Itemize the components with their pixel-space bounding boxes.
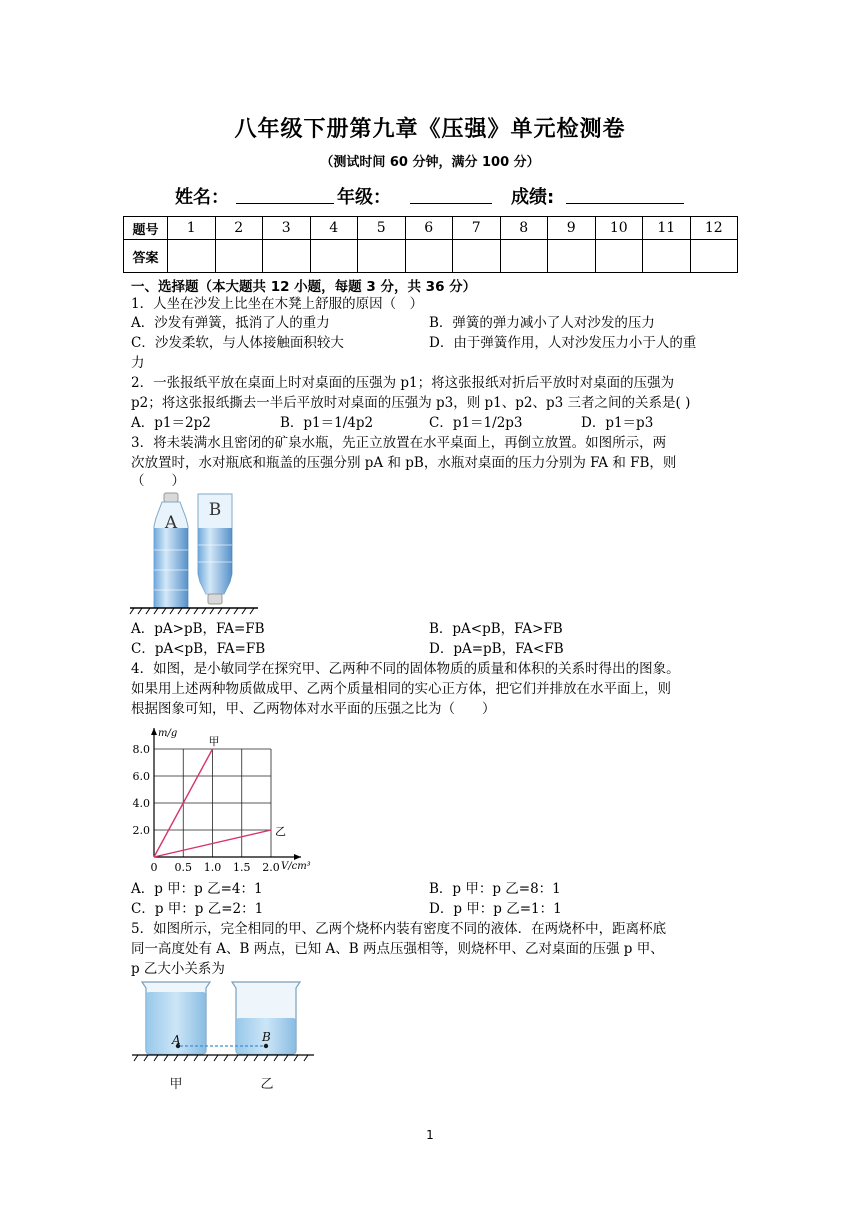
series-label: 甲	[208, 735, 220, 748]
question-number: 1	[168, 217, 216, 240]
y-axis-label: m/g	[158, 728, 178, 739]
q4-option-a: A．p 甲：p 乙=4：1	[131, 881, 263, 897]
y-tick-label: 8.0	[132, 743, 150, 756]
y-axis-arrow	[151, 728, 157, 735]
q2-option-c: C．p1＝1/2p3	[429, 415, 523, 431]
row-header-number: 题号	[124, 217, 168, 240]
question-number: 11	[643, 217, 691, 240]
point-a-label: A	[172, 1033, 181, 1047]
q1-option-d-cont: 力	[131, 355, 145, 371]
page-number: 1	[426, 1128, 434, 1142]
row-header-answer: 答案	[124, 240, 168, 273]
answer-cell[interactable]	[168, 240, 216, 273]
section-heading: 一、选择题（本大题共 12 小题，每题 3 分，共 36 分）	[131, 279, 477, 295]
page-title: 八年级下册第九章《压强》单元检测卷	[234, 117, 626, 142]
point-b-label: B	[262, 1030, 271, 1044]
q1-option-d: D．由于弹簧作用，人对沙发压力小于人的重	[429, 335, 697, 351]
q4-line3: 根据图象可知，甲、乙两物体对水平面的压强之比为（ ）	[131, 701, 496, 717]
q3-option-c: C．pA<pB，FA=FB	[131, 641, 266, 657]
answer-cell[interactable]	[643, 240, 691, 273]
answer-cell[interactable]	[215, 240, 263, 273]
answer-cell[interactable]	[310, 240, 358, 273]
q2-option-d: D．p1＝p3	[581, 415, 654, 431]
mass-volume-chart	[124, 724, 344, 876]
y-tick-label: 6.0	[132, 770, 150, 783]
x-tick-label: 0.5	[174, 861, 192, 874]
question-number: 7	[453, 217, 501, 240]
q4-option-c: C．p 甲：p 乙=2：1	[131, 901, 264, 917]
x-tick-label: 1.5	[233, 861, 251, 874]
question-number: 12	[690, 217, 738, 240]
q3-line1: 3．将未装满水且密闭的矿泉水瓶，先正立放置在水平桌面上，再倒立放置。如图所示，两	[131, 435, 667, 451]
question-number: 5	[358, 217, 406, 240]
x-axis-label: V/cm³	[281, 861, 311, 872]
beaker-right-label: 乙	[260, 1077, 274, 1092]
q1-option-b: B．弹簧的弹力减小了人对沙发的压力	[429, 315, 655, 331]
q5-line3: p 乙大小关系为	[131, 961, 225, 977]
answer-cell[interactable]	[358, 240, 406, 273]
q4-option-b: B．p 甲：p 乙=8：1	[429, 881, 561, 897]
answer-cell[interactable]	[595, 240, 643, 273]
q2-option-a: A．p1＝2p2	[131, 415, 211, 431]
x-tick-label: 0	[150, 861, 158, 874]
score-field-label: 成绩:	[511, 187, 555, 208]
q4-option-d: D．p 甲：p 乙=1：1	[429, 901, 562, 917]
series-label: 乙	[275, 825, 286, 838]
bottle-b-label: B	[208, 500, 222, 520]
answer-table-header-row	[124, 217, 738, 240]
bottle-b	[198, 494, 232, 604]
score-field[interactable]	[566, 185, 684, 204]
bottle-a-label: A	[164, 513, 178, 533]
question-number: 6	[405, 217, 453, 240]
x-tick-label: 2.0	[262, 861, 280, 874]
name-field[interactable]	[236, 185, 334, 204]
answer-cell[interactable]	[690, 240, 738, 273]
q3-line2: 次放置时，水对瓶底和瓶盖的压强分别 pA 和 pB，水瓶对桌面的压力分别为 FA 和 FB，则	[131, 455, 677, 471]
beaker-right	[232, 982, 300, 1054]
answer-cell[interactable]	[548, 240, 596, 273]
beaker-left-label: 甲	[169, 1077, 183, 1092]
page-subtitle: （测试时间 60 分钟，满分 100 分）	[320, 155, 540, 170]
answer-table	[123, 216, 738, 273]
beaker-left	[142, 982, 210, 1054]
x-axis-arrow	[294, 854, 301, 860]
question-number: 2	[215, 217, 263, 240]
q1-option-a: A．沙发有弹簧，抵消了人的重力	[131, 315, 330, 331]
q2-option-b: B．p1＝1/4p2	[280, 415, 374, 431]
question-number: 8	[500, 217, 548, 240]
bottle-a	[154, 493, 188, 608]
y-tick-label: 4.0	[132, 797, 150, 810]
q5-line1: 5．如图所示，完全相同的甲、乙两个烧杯内装有密度不同的液体．在两烧杯中，距离杯底	[131, 921, 667, 937]
grade-field-label: 年级：	[337, 187, 391, 208]
q5-line2: 同一高度处有 A、B 两点，已知 A、B 两点压强相等，则烧杯甲、乙对桌面的压强 p 甲、	[131, 941, 664, 957]
x-tick-label: 1.0	[203, 861, 222, 874]
q1-option-c: C．沙发柔软，与人体接触面积较大	[131, 335, 344, 351]
grade-field[interactable]	[410, 185, 492, 204]
y-tick-label: 2.0	[132, 824, 150, 837]
q3-option-a: A．pA>pB，FA=FB	[131, 621, 265, 637]
q4-line1: 4．如图，是小敏同学在探究甲、乙两种不同的固体物质的质量和体积的关系时得出的图象。	[131, 661, 680, 677]
q2-line1: 2．一张报纸平放在桌面上时对桌面的压强为 p1；将这张报纸对折后平放时对桌面的压强为	[131, 375, 675, 391]
q3-option-d: D．pA=pB，FA<FB	[429, 641, 564, 657]
answer-cell[interactable]	[500, 240, 548, 273]
q2-line2: p2；将这张报纸撕去一半后平放时对桌面的压强为 p3，则 p1、p2、p3 三者之间的关系是( )	[131, 395, 691, 411]
bottles-figure	[128, 490, 263, 618]
q1-stem: 1．人坐在沙发上比坐在木凳上舒服的原因（ ）	[131, 296, 424, 312]
question-number: 4	[310, 217, 358, 240]
question-number: 9	[548, 217, 596, 240]
name-field-label: 姓名：	[175, 187, 229, 208]
q3-option-b: B．pA<pB，FA>FB	[429, 621, 563, 637]
q4-line2: 如果用上述两种物质做成甲、乙两个质量相同的实心正方体，把它们并排放在水平面上，则	[131, 681, 671, 697]
answer-table-answer-row	[124, 240, 738, 273]
answer-cell[interactable]	[453, 240, 501, 273]
question-number: 10	[595, 217, 643, 240]
q3-line3: （ ）	[131, 473, 185, 489]
answer-cell[interactable]	[263, 240, 311, 273]
answer-cell[interactable]	[405, 240, 453, 273]
beakers-figure	[128, 978, 318, 1096]
question-number: 3	[263, 217, 311, 240]
